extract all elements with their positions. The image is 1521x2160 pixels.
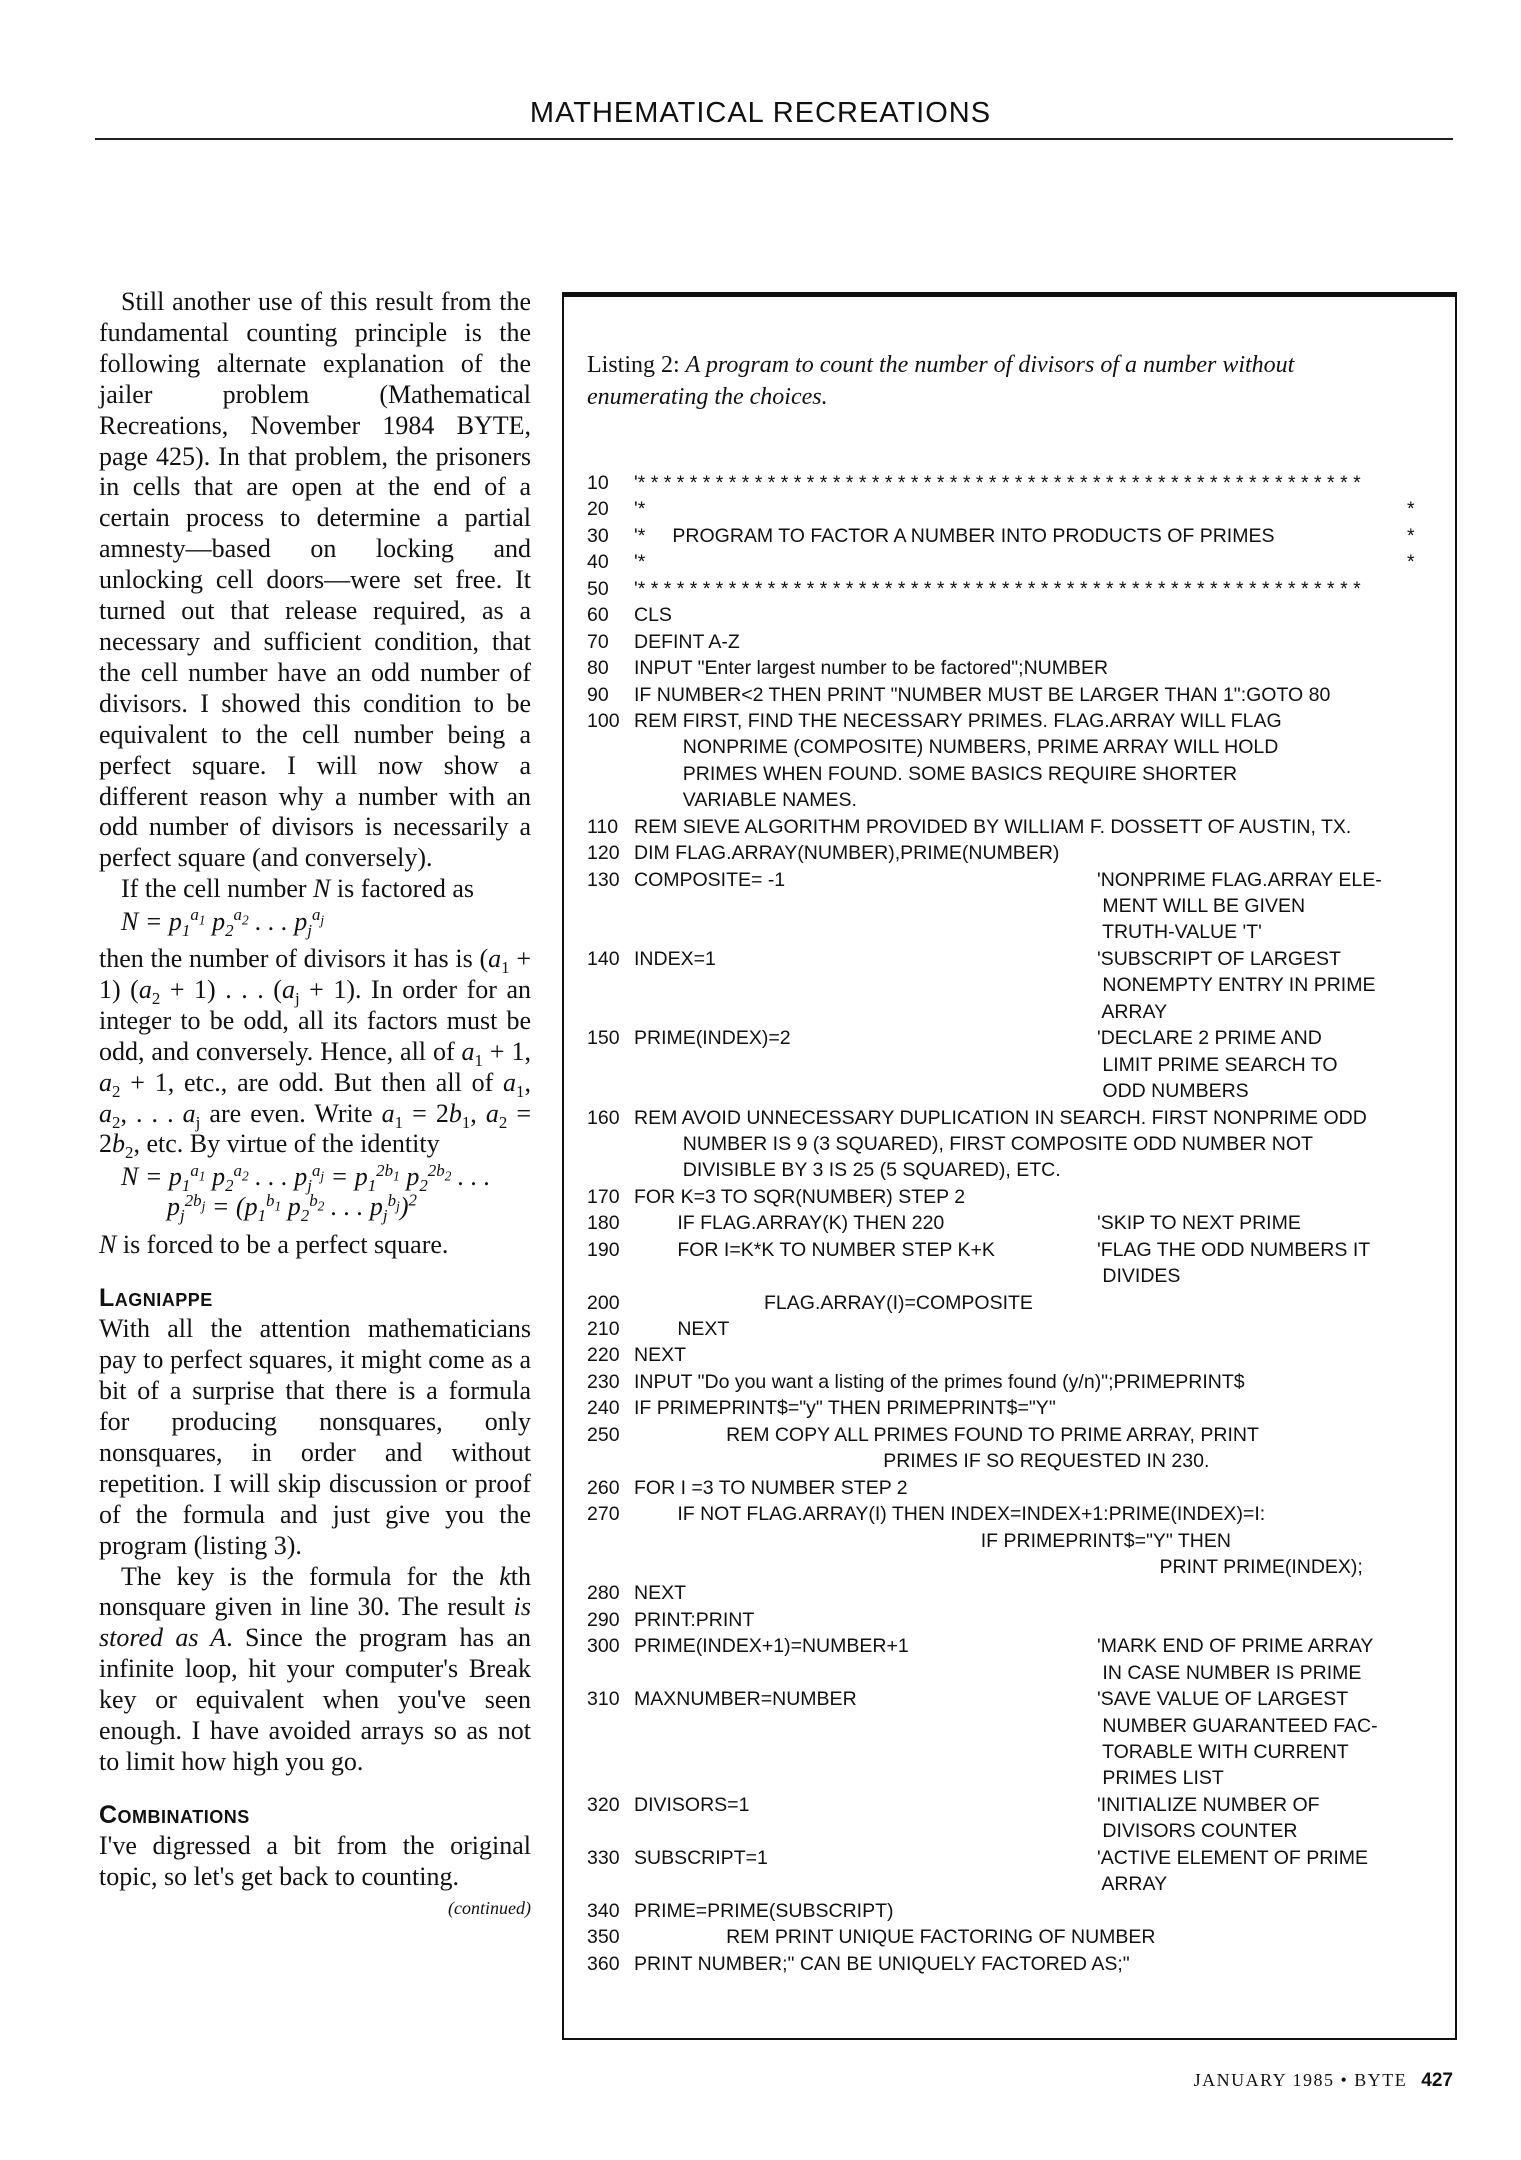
section-heading: Combinations: [99, 1800, 250, 1829]
code-line: [587, 842, 1447, 868]
line-number: 140: [587, 947, 620, 970]
code-text: MAXNUMBER=NUMBER: [634, 1688, 857, 1711]
code-line: [587, 1794, 1447, 1820]
header-rule: [95, 138, 1453, 140]
line-number: 210: [587, 1318, 620, 1340]
code-comment: TORABLE WITH CURRENT: [1097, 1741, 1349, 1763]
code-text: IF NOT FLAG.ARRAY(I) THEN INDEX=INDEX+1:PRIME(INDEX)=I:: [634, 1503, 1266, 1526]
code-text: DIM FLAG.ARRAY(NUMBER),PRIME(NUMBER): [634, 842, 1060, 865]
code-line: [587, 604, 1447, 630]
section-heading: Lagniappe: [99, 1284, 213, 1313]
paragraph: I've digressed a bit from the original topic, so let's get back to counting.: [99, 1830, 531, 1891]
line-number: 270: [587, 1503, 620, 1526]
code-line: [587, 1820, 1447, 1846]
code-line: [587, 1503, 1447, 1529]
code-text: SUBSCRIPT=1: [634, 1846, 768, 1869]
line-number: 20: [587, 498, 609, 521]
code-comment: 'SAVE VALUE OF LARGEST: [1097, 1688, 1349, 1711]
line-number: 50: [587, 577, 609, 600]
code-line: [587, 631, 1447, 657]
code-text: '* * * * * * * * * * * * * * * * * * * * * * * * * * * * * * * * * * * * * * * * * * * * * * * * * * * * * * * *: [634, 577, 1361, 600]
code-listing: [587, 472, 1447, 1979]
line-number: 360: [587, 1952, 620, 1975]
code-line: [587, 1107, 1447, 1133]
code-line: [587, 895, 1447, 921]
line-number: 40: [587, 551, 609, 574]
code-text: DIVISORS=1: [634, 1793, 750, 1816]
page-footer: [1194, 2070, 1453, 2092]
line-number: 30: [587, 524, 609, 547]
line-number: 230: [587, 1370, 620, 1393]
line-number: 260: [587, 1476, 620, 1499]
listing-box: [562, 292, 1457, 2040]
footer-issue: JANUARY 1985 • BYTE: [1193, 2070, 1408, 2090]
running-header: MATHEMATICAL RECREATIONS: [529, 97, 992, 129]
code-line: [587, 1397, 1447, 1423]
paragraph: The key is the formula for the kth nonsquare given in line 30. The result is stored as A. Since the program has an infinite loop, hit your computer's Break key or equivalent when you've seen enough. I have avoided arrays so as not to limit how high you go.: [99, 1561, 531, 1776]
code-line: [587, 1477, 1447, 1503]
code-line: [587, 1424, 1447, 1450]
code-comment: IN CASE NUMBER IS PRIME: [1097, 1661, 1362, 1684]
code-line: [587, 1344, 1447, 1370]
code-text: PRINT PRIME(INDEX);: [634, 1555, 1363, 1578]
line-number: 80: [587, 657, 609, 680]
code-line: [587, 1873, 1447, 1899]
code-line: [587, 551, 1447, 577]
listing-caption-text: A program to count the number of divisors of a number without enumerating the choices.: [587, 352, 1295, 410]
code-line: [587, 1715, 1447, 1741]
code-line: [587, 736, 1447, 762]
code-comment: NONEMPTY ENTRY IN PRIME: [1097, 974, 1376, 997]
line-number: 130: [587, 868, 620, 891]
code-text: INDEX=1: [634, 947, 716, 970]
formula-line: $p_j^{2b_j} = (p_1^{b_1}$ $p_2^{b_2}$ . . . $p_j^{b_j})^2$: [167, 1190, 417, 1226]
line-number: 280: [587, 1582, 620, 1605]
line-number: 340: [587, 1899, 620, 1922]
line-number: 170: [587, 1185, 620, 1208]
code-text: REM PRINT UNIQUE FACTORING OF NUMBER: [634, 1926, 1156, 1949]
code-text: PRIME=PRIME(SUBSCRIPT): [634, 1899, 894, 1922]
code-line: [587, 657, 1447, 683]
code-line: [587, 1900, 1447, 1926]
code-comment: ARRAY: [1097, 1000, 1168, 1023]
code-text: NEXT: [634, 1582, 687, 1605]
code-line: [587, 1212, 1447, 1238]
code-text: PRINT NUMBER;" CAN BE UNIQUELY FACTORED AS;": [634, 1952, 1130, 1975]
code-text: INPUT "Enter largest number to be factored";NUMBER: [634, 657, 1109, 680]
code-text: REM FIRST, FIND THE NECESSARY PRIMES. FLAG.ARRAY WILL FLAG: [634, 709, 1282, 732]
code-text: PRIME(INDEX)=2: [634, 1027, 791, 1050]
code-text: COMPOSITE= -1: [634, 868, 786, 891]
comment-border: *: [1407, 524, 1415, 547]
line-number: 350: [587, 1926, 620, 1949]
article-column: [99, 287, 531, 1921]
code-line: [587, 816, 1447, 842]
code-line: [587, 1133, 1447, 1159]
code-line: [587, 1239, 1447, 1265]
code-text: REM AVOID UNNECESSARY DUPLICATION IN SEARCH. FIRST NONPRIME ODD: [634, 1106, 1367, 1129]
code-comment: LIMIT PRIME SEARCH TO: [1097, 1053, 1338, 1076]
code-comment: TRUTH-VALUE 'T': [1097, 921, 1262, 944]
code-text: REM COPY ALL PRIMES FOUND TO PRIME ARRAY, PRINT: [634, 1423, 1259, 1446]
code-line: [587, 1318, 1447, 1344]
line-number: 180: [587, 1212, 620, 1235]
code-text: '* PROGRAM TO FACTOR A NUMBER INTO PRODUCTS OF PRIMES: [634, 524, 1275, 547]
code-line: [587, 1582, 1447, 1608]
code-line: [587, 1556, 1447, 1582]
formula-line: $N = p_1^{a_1}$ $p_2^{a_2}$ . . . $p_j^{a_j} = p_1^{2b_1}$ $p_2^{2b_2}$ . . .: [121, 1160, 491, 1196]
code-line: [587, 1609, 1447, 1635]
comment-border: *: [1407, 498, 1415, 521]
code-line: [587, 472, 1447, 498]
code-text: '* * * * * * * * * * * * * * * * * * * * * * * * * * * * * * * * * * * * * * * * * * * * * * * * * * * * * * * *: [634, 472, 1361, 494]
code-comment: 'ACTIVE ELEMENT OF PRIME: [1097, 1846, 1368, 1869]
code-line: [587, 1688, 1447, 1714]
formula-identity: [121, 1160, 531, 1226]
code-text: FOR I =3 TO NUMBER STEP 2: [634, 1476, 908, 1499]
code-line: [587, 1530, 1447, 1556]
code-line: [587, 763, 1447, 789]
code-line: [587, 1186, 1447, 1212]
line-number: 120: [587, 842, 620, 865]
code-line: [587, 974, 1447, 1000]
line-number: 300: [587, 1635, 620, 1658]
line-number: 200: [587, 1291, 620, 1314]
code-line: [587, 869, 1447, 895]
code-line: [587, 525, 1447, 551]
code-text: FOR K=3 TO SQR(NUMBER) STEP 2: [634, 1185, 966, 1208]
paragraph: Still another use of this result from the fundamental counting principle is the following alternate explanation of the jailer problem (Mathematical Recreations, November 1984 BYTE, page 425). In that problem, the prisoners in cells that are open at the end of a certain process to determine a partial amnesty—based on locking and unlocking cell doors—were set free. It turned out that release required, as a necessary and sufficient condition, that the cell number have an odd number of divisors. I showed this condition to be equivalent to the cell number being a perfect square. I will now show a different reason why a number with an odd number of divisors is necessarily a perfect square (and conversely).: [99, 287, 531, 873]
code-text: '*: [634, 551, 646, 574]
code-line: [587, 1292, 1447, 1318]
code-text: INPUT "Do you want a listing of the primes found (y/n)";PRIMEPRINT$: [634, 1370, 1245, 1393]
code-text: IF NUMBER<2 THEN PRINT "NUMBER MUST BE LARGER THAN 1":GOTO 80: [634, 683, 1331, 706]
code-comment: MENT WILL BE GIVEN: [1097, 895, 1306, 917]
code-line: [587, 1847, 1447, 1873]
line-number: 60: [587, 604, 609, 627]
code-comment: 'SKIP TO NEXT PRIME: [1097, 1212, 1301, 1235]
code-text: NUMBER IS 9 (3 SQUARED), FIRST COMPOSITE ODD NUMBER NOT: [634, 1132, 1313, 1155]
code-text: PRIME(INDEX+1)=NUMBER+1: [634, 1635, 909, 1658]
code-comment: 'SUBSCRIPT OF LARGEST: [1097, 947, 1341, 970]
code-text: NONPRIME (COMPOSITE) NUMBERS, PRIME ARRAY WILL HOLD: [634, 736, 1279, 759]
code-line: [587, 1635, 1447, 1661]
line-number: 240: [587, 1397, 620, 1420]
paragraph: If the cell number N is factored as: [121, 874, 475, 904]
line-number: 310: [587, 1688, 620, 1711]
line-number: 10: [587, 472, 609, 494]
formula-factorization: $N = p_1^{a_1}$ $p_2^{a_2}$ . . . $p_j^{a_j}$: [121, 905, 325, 941]
code-line: [587, 948, 1447, 974]
code-line: [587, 710, 1447, 736]
line-number: 220: [587, 1344, 620, 1367]
code-line: [587, 1953, 1447, 1979]
code-line: [587, 1080, 1447, 1106]
code-text: NEXT: [634, 1344, 687, 1367]
code-line: [587, 1054, 1447, 1080]
code-line: [587, 1159, 1447, 1185]
code-comment: 'FLAG THE ODD NUMBERS IT: [1097, 1238, 1371, 1261]
code-text: DEFINT A-Z: [634, 630, 740, 653]
code-text: IF PRIMEPRINT$="Y" THEN: [634, 1529, 1231, 1552]
continued-note: (continued): [448, 1897, 531, 1918]
line-number: 320: [587, 1793, 620, 1816]
code-line: [587, 1741, 1447, 1767]
code-line: [587, 1001, 1447, 1027]
code-text: FOR I=K*K TO NUMBER STEP K+K: [634, 1238, 995, 1261]
code-comment: NUMBER GUARANTEED FAC-: [1097, 1714, 1378, 1737]
paragraph: then the number of divisors it has is $(a_1 + 1) (a_2 + 1)$ . . . $(a_j + 1)$. In order for an integer to be odd, all its factors must be odd, and conversely. Hence, all of $a_1 + 1$, $a_2 + 1$, etc., are odd. But then all of $a_1$, $a_2$, . . . $a_j$ are even. Write $a_1 = 2b_1$, $a_2 = 2b_2$, etc. By virtue of the identity: [99, 944, 532, 1163]
line-number: 110: [587, 815, 619, 838]
code-line: [587, 789, 1447, 815]
line-number: 150: [587, 1027, 620, 1050]
code-text: '*: [634, 498, 646, 521]
paragraph: With all the attention mathematicians pay to perfect squares, it might come as a bit of a surprise that there is a formula for producing nonsquares, only nonsquares, in order and without repetition. I will skip discussion or proof of the formula and just give you the program (listing 3).: [99, 1314, 531, 1560]
code-text: VARIABLE NAMES.: [634, 789, 857, 812]
line-number: 160: [587, 1106, 620, 1129]
paragraph: N is forced to be a perfect square.: [99, 1230, 449, 1260]
code-text: CLS: [634, 604, 672, 627]
code-line: [587, 498, 1447, 524]
code-comment: 'INITIALIZE NUMBER OF: [1097, 1793, 1320, 1816]
code-line: [587, 1371, 1447, 1397]
code-text: PRIMES IF SO REQUESTED IN 230.: [634, 1450, 1210, 1473]
code-comment: DIVISORS COUNTER: [1097, 1820, 1298, 1843]
comment-border: *: [1407, 551, 1415, 574]
code-line: [587, 1662, 1447, 1688]
listing-caption: [587, 349, 1407, 413]
code-text: IF PRIMEPRINT$="y" THEN PRIMEPRINT$="Y": [634, 1397, 1056, 1420]
line-number: 100: [587, 709, 620, 732]
code-text: DIVISIBLE BY 3 IS 25 (5 SQUARED), ETC.: [634, 1159, 1061, 1182]
line-number: 330: [587, 1846, 620, 1869]
code-text: PRIMES WHEN FOUND. SOME BASICS REQUIRE SHORTER: [634, 762, 1238, 785]
code-line: [587, 684, 1447, 710]
page-number: 427: [1421, 2070, 1453, 2091]
line-number: 250: [587, 1423, 620, 1446]
code-line: [587, 1265, 1447, 1291]
code-comment: 'DECLARE 2 PRIME AND: [1097, 1027, 1322, 1050]
code-text: REM SIEVE ALGORITHM PROVIDED BY WILLIAM F. DOSSETT OF AUSTIN, TX.: [634, 815, 1352, 838]
line-number: 90: [587, 683, 609, 706]
code-text: FLAG.ARRAY(I)=COMPOSITE: [634, 1291, 1033, 1314]
code-text: NEXT: [634, 1318, 730, 1340]
line-number: 290: [587, 1608, 620, 1631]
code-comment: ODD NUMBERS: [1097, 1080, 1249, 1103]
code-text: PRINT:PRINT: [634, 1608, 755, 1631]
code-line: [587, 1926, 1447, 1952]
code-comment: ARRAY: [1097, 1873, 1168, 1896]
code-comment: 'NONPRIME FLAG.ARRAY ELE-: [1097, 868, 1382, 891]
code-line: [587, 578, 1447, 604]
code-text: IF FLAG.ARRAY(K) THEN 220: [634, 1212, 945, 1235]
code-line: [587, 1027, 1447, 1053]
code-line: [587, 1767, 1447, 1793]
code-line: [587, 1450, 1447, 1476]
line-number: 70: [587, 630, 609, 653]
code-line: [587, 921, 1447, 947]
listing-label: Listing 2:: [587, 352, 680, 378]
line-number: 190: [587, 1238, 620, 1261]
code-comment: DIVIDES: [1097, 1265, 1181, 1288]
code-comment: PRIMES LIST: [1097, 1767, 1224, 1790]
code-comment: 'MARK END OF PRIME ARRAY: [1097, 1635, 1374, 1658]
